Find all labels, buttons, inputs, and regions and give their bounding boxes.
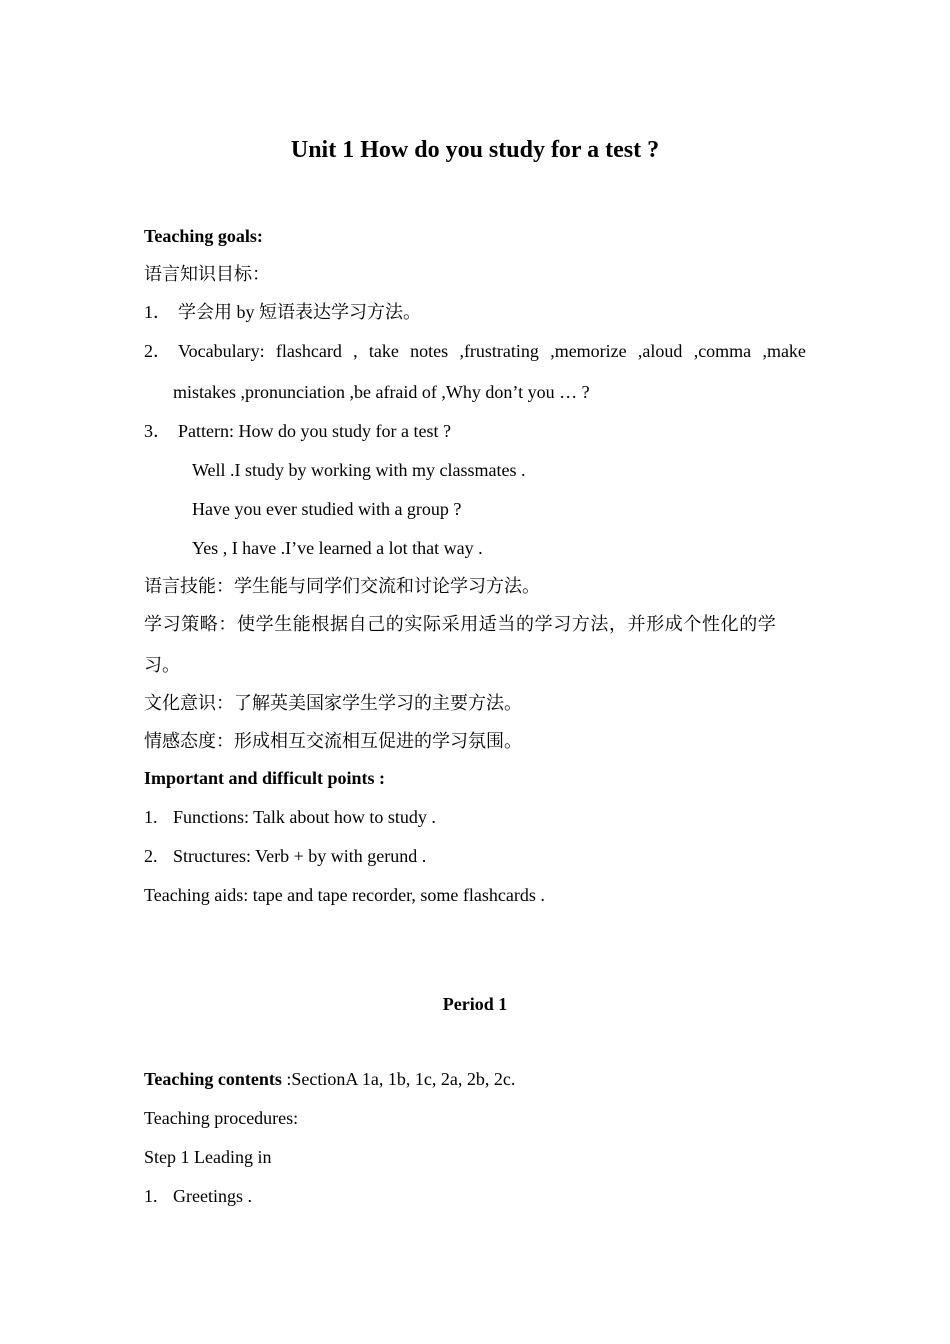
teaching-aids: Teaching aids: tape and tape recorder, some flashcards .: [144, 885, 545, 905]
goal-item-2: [144, 340, 806, 362]
teaching-procedures: Teaching procedures:: [144, 1108, 299, 1128]
emotional-attitude: 情感态度：形成相互交流相互促进的学习氛围。: [144, 731, 522, 751]
vocab-word: ,make: [762, 341, 806, 361]
vocab-word: ,: [353, 341, 358, 361]
goal-item-number: 1．: [144, 302, 171, 322]
teaching-contents-label: Teaching contents: [144, 1069, 282, 1089]
goal-item-text: 学会用 by 短语表达学习方法。: [178, 302, 421, 322]
cultural-awareness: 文化意识：了解英美国家学生学习的主要方法。: [144, 693, 522, 713]
teaching-contents: [144, 1068, 515, 1090]
step-item: [144, 1185, 252, 1207]
vocab-word: ,comma: [693, 341, 752, 361]
point-item: [144, 845, 426, 867]
goal-item-3: [144, 420, 451, 442]
teaching-contents-text: :SectionA 1a, 1b, 1c, 2a, 2b, 2c.: [281, 1069, 516, 1089]
step-heading: Step 1 Leading in: [144, 1147, 272, 1167]
language-skills: 语言技能：学生能与同学们交流和讨论学习方法。: [144, 576, 540, 596]
vocab-word: ,aloud: [637, 341, 683, 361]
goal-item-1: [144, 301, 421, 323]
document-title: Unit 1 How do you study for a test ?: [290, 137, 660, 163]
pattern-line: Well .I study by working with my classmates .: [192, 460, 526, 480]
important-points-heading: Important and difficult points :: [144, 768, 386, 788]
vocab-word: ,memorize: [550, 341, 627, 361]
step-item-number: 1.: [144, 1186, 158, 1206]
period-heading: Period 1: [442, 994, 508, 1014]
point-text: Structures: Verb + by with gerund .: [173, 846, 427, 866]
vocab-word: notes: [410, 341, 449, 361]
point-item: [144, 806, 436, 828]
step-item-text: Greetings .: [173, 1186, 252, 1206]
language-knowledge-label: 语言知识目标：: [144, 264, 270, 284]
point-number: 1.: [144, 807, 158, 827]
point-number: 2.: [144, 846, 158, 866]
vocab-word: ,frustrating: [459, 341, 539, 361]
vocabulary-continuation: mistakes ,pronunciation ,be afraid of ,Why don’t you … ?: [173, 382, 590, 402]
vocab-word: take: [368, 341, 399, 361]
goal-item-number: 2．: [144, 341, 171, 361]
pattern-line: Have you ever studied with a group ?: [192, 499, 462, 519]
learning-strategy-line2: 习。: [144, 655, 180, 675]
point-text: Functions: Talk about how to study .: [173, 807, 436, 827]
pattern-line: Yes , I have .I’ve learned a lot that way .: [192, 538, 483, 558]
vocab-word: flashcard: [275, 341, 342, 361]
vocabulary-line: [178, 340, 806, 362]
teaching-goals-heading: Teaching goals:: [144, 226, 263, 246]
goal-item-text: Pattern: How do you study for a test ?: [178, 421, 451, 441]
goal-item-number: 3．: [144, 421, 171, 441]
learning-strategy-line1: 学习策略：使学生能根据自己的实际采用适当的学习方法，并形成个性化的学: [144, 614, 777, 634]
vocab-word: Vocabulary:: [178, 341, 265, 361]
